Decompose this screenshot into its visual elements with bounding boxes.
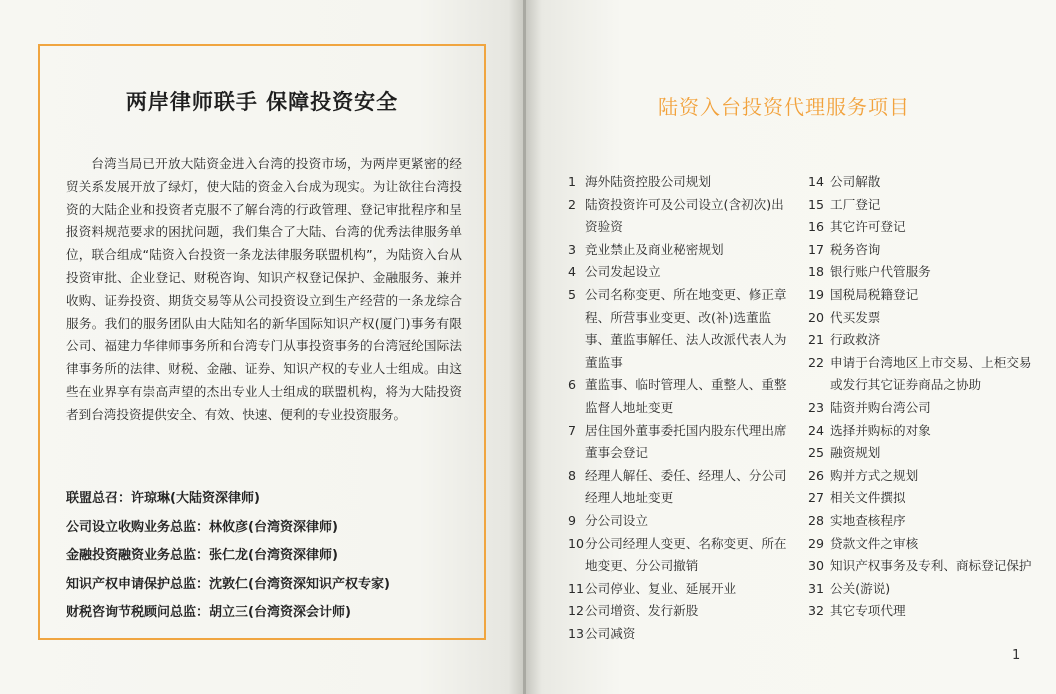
service-item [568,261,790,284]
service-number: 11 [568,580,585,596]
member-item: 联盟总召：许琼琳(大陆资深律师) [66,491,260,506]
left-page-title: 两岸律师联手 保障投资安全 [125,90,399,114]
service-text: 银行账户代管服务 [830,264,931,280]
service-number: 21 [808,332,825,348]
service-text: 实地查核程序 [830,512,906,528]
service-number: 12 [568,603,585,619]
service-text: 公司发起设立 [585,264,661,280]
services-column-1 [568,171,790,645]
service-item [568,578,790,601]
service-number: 28 [808,512,825,528]
service-number: 26 [808,467,825,483]
service-number: 1 [568,174,577,189]
service-text: 经理人解任、委任、经理人、分公司经理人地址变更 [585,467,787,506]
service-text: 工厂登记 [830,196,881,212]
service-item [808,555,1036,578]
service-item [568,465,790,510]
service-item [568,510,790,533]
service-number: 8 [568,467,577,483]
service-item [808,487,1036,510]
service-item [568,623,790,646]
service-item [568,533,790,578]
service-number: 17 [808,241,825,257]
service-text: 国税局税籍登记 [830,286,919,302]
service-number: 27 [808,490,825,506]
service-number: 31 [808,580,825,596]
service-text: 公司停业、复业、延展开业 [585,580,737,596]
service-number: 16 [808,219,825,235]
service-text: 选择并购标的对象 [830,422,931,438]
service-item [808,194,1036,217]
service-item [808,397,1036,420]
service-text: 公司减资 [585,625,636,641]
service-number: 9 [568,512,577,528]
member-item: 金融投资融资业务总监：张仁龙(台湾资深律师) [66,548,338,563]
member-item: 财税咨询节税顾问总监：胡立三(台湾资深会计师) [66,605,351,620]
service-number: 29 [808,535,825,551]
service-number: 24 [808,422,825,438]
service-text: 竞业禁止及商业秘密规划 [585,241,724,257]
service-number: 7 [568,422,577,438]
service-item [808,171,1036,194]
service-item [808,329,1036,352]
service-item [808,352,1036,397]
service-text: 分公司经理人变更、名称变更、所在地变更、分公司撤销 [585,535,787,574]
service-number: 13 [568,625,585,641]
service-item [808,600,1036,623]
service-number: 30 [808,558,825,574]
member-item: 知识产权申请保护总监：沈敦仁(台湾资深知识产权专家) [66,576,390,592]
service-text: 董监事、临时管理人、重整人、重整监督人地址变更 [585,377,787,415]
service-number: 10 [568,535,585,551]
service-text: 公司增资、发行新股 [585,603,699,619]
service-number: 22 [808,354,825,370]
service-number: 5 [568,286,577,302]
service-item [568,239,790,262]
service-item [568,600,790,623]
service-item [568,284,790,374]
service-item [808,578,1036,601]
services-title: 陆资入台投资代理服务项目 [658,95,910,119]
service-number: 14 [808,174,825,189]
service-text: 申请于台湾地区上市交易、上柜交易或发行其它证券商品之协助 [830,354,1032,393]
service-item [568,420,790,465]
service-text: 购并方式之规划 [830,467,919,483]
service-text: 相关文件撰拟 [830,490,906,506]
service-text: 税务咨询 [830,241,881,257]
service-text: 公司解散 [830,174,881,189]
service-text: 陆资投资许可及公司设立(含初次)出资验资 [585,196,784,235]
service-item [808,284,1036,307]
service-item [808,261,1036,284]
member-item: 公司设立收购业务总监：林攸彦(台湾资深律师) [66,519,338,535]
service-item [808,216,1036,239]
service-item [808,239,1036,262]
service-number: 6 [568,377,577,393]
service-text: 代买发票 [830,309,881,325]
service-number: 19 [808,286,825,302]
service-text: 陆资并购台湾公司 [830,399,931,415]
service-number: 23 [808,399,825,415]
service-number: 15 [808,196,825,212]
service-item [808,420,1036,443]
service-text: 贷款文件之审核 [830,535,919,551]
service-text: 其它专项代理 [830,603,906,619]
service-text: 公司名称变更、所在地变更、修正章程、所营事业变更、改(补)选董监事、董监事解任、法人改派代表人为董监事 [585,286,787,370]
service-text: 公关(游说) [830,580,891,596]
service-number: 2 [568,196,577,212]
page-number: 1 [1012,648,1021,663]
service-number: 18 [808,264,825,280]
service-item [808,442,1036,465]
service-item [808,465,1036,488]
service-item [568,194,790,239]
service-number: 4 [568,264,577,280]
service-item [808,533,1036,556]
service-item [568,171,790,194]
service-number: 3 [568,241,577,257]
service-item [568,374,790,419]
service-text: 其它许可登记 [830,219,906,235]
intro-paragraph: 台湾当局已开放大陆资金进入台湾的投资市场，为两岸更紧密的经贸关系发展开放了绿灯，使大陆的资金入台成为现实。为让欲往台湾投资的大陆企业和投资者克服不了解台湾的行政管理、登记审批程序和呈报资料规范要求的困扰问题，我们集合了大陆、台湾的优秀法律服务单位，联合组成“陆资入台投资一条龙法律服务联盟机构”，为陆资入台从投资审批、企业登记、财税咨询、知识产权登记保护、金融服务、兼并收购、证券投资、期货交易等从公司投资设立到生产经营的一条龙综合服务。我们的服务团队由大陆知名的新华国际知识产权(厦门)事务有限公司、福建力华律师事务所和台湾专门从事投资事务的台湾冠纶国际法律事务所的法律、财税、金融、证券、知识产权的专业人士组成。由这些在业界享有崇高声望的杰出专业人士组成的联盟机构，将为大陆投资者到台湾投资提供安全、有效、快速、便利的专业投资服务。 [66,156,462,422]
service-text: 分公司设立 [585,512,648,528]
alliance-members-list [66,489,476,632]
service-text: 海外陆资控股公司规划 [585,174,711,189]
service-text: 行政救济 [830,332,881,348]
service-text: 融资规划 [830,445,881,461]
service-item [808,510,1036,533]
service-item [808,307,1036,330]
service-number: 20 [808,309,825,325]
service-number: 25 [808,445,825,461]
service-text: 居住国外董事委托国内股东代理出席董事会登记 [585,422,787,461]
services-column-2 [808,171,1036,623]
service-number: 32 [808,603,825,619]
service-text: 知识产权事务及专利、商标登记保护 [830,558,1032,574]
